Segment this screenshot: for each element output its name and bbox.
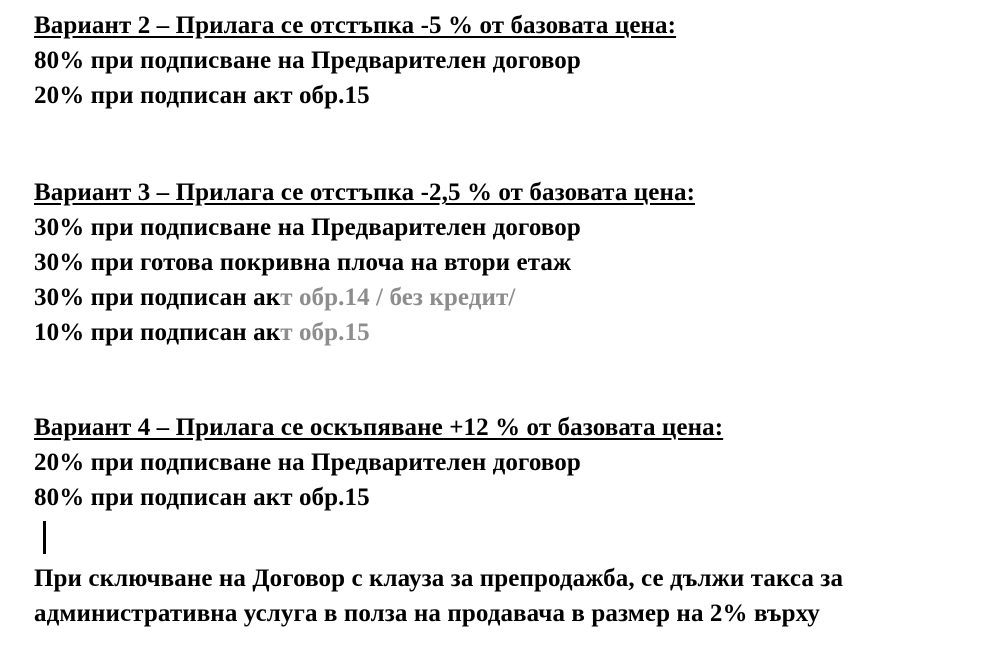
section-item: 20% при подписан акт обр.15 bbox=[34, 82, 370, 109]
item-prefix: 30% при подписан ак bbox=[34, 284, 281, 311]
item-faded-text: т обр.15 bbox=[280, 319, 370, 346]
closing-paragraph bbox=[34, 561, 970, 631]
section-heading: Вариант 4 – Прилага се оскъпяване +12 % от базовата цена: bbox=[34, 414, 724, 441]
section-item: 80% при подписване на Предварителен договор bbox=[34, 47, 581, 74]
closing-line-2: административна услуга в полза на продавача в размер на 2% върху bbox=[34, 600, 820, 627]
section-item-mixed bbox=[34, 280, 970, 315]
section-item: 30% при подписване на Предварителен договор bbox=[34, 214, 581, 241]
section-variant-2 bbox=[34, 8, 970, 113]
section-item: 20% при подписване на Предварителен договор bbox=[34, 449, 581, 476]
closing-line-1: При сключване на Договор с клауза за препродажба, се дължи такса за bbox=[34, 565, 844, 592]
section-gap bbox=[34, 113, 970, 175]
caret-icon bbox=[43, 521, 46, 554]
section-item: 30% при готова покривна плоча на втори етаж bbox=[34, 249, 572, 276]
section-variant-4 bbox=[34, 410, 970, 515]
section-gap bbox=[34, 350, 970, 410]
section-heading: Вариант 2 – Прилага се отстъпка -5 % от базовата цена: bbox=[34, 12, 677, 39]
section-item-mixed bbox=[34, 315, 970, 350]
section-heading: Вариант 3 – Прилага се отстъпка -2,5 % от базовата цена: bbox=[34, 179, 696, 206]
item-faded-text: т обр.14 / без кредит/ bbox=[280, 284, 516, 311]
item-prefix: 10% при подписан ак bbox=[34, 319, 281, 346]
section-variant-3 bbox=[34, 175, 970, 350]
section-item: 80% при подписан акт обр.15 bbox=[34, 484, 370, 511]
text-cursor[interactable] bbox=[34, 515, 970, 561]
